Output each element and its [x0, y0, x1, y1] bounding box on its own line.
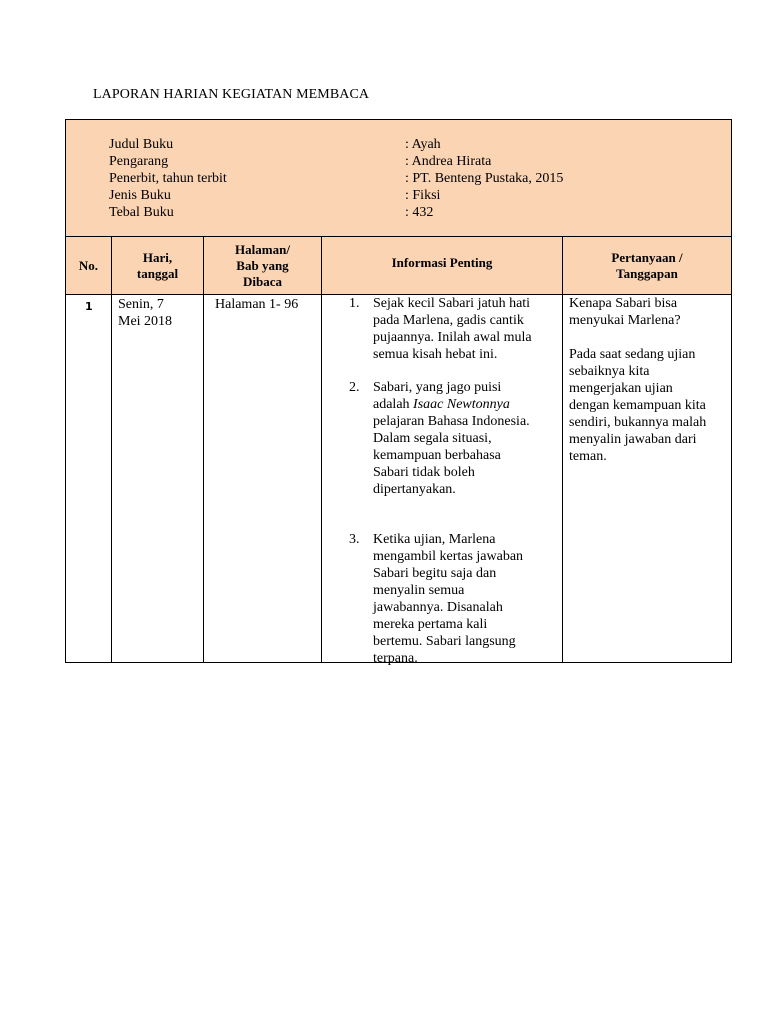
text-line: dengan kemampuan kita — [569, 398, 706, 413]
date-line: Mei 2018 — [118, 314, 173, 329]
text-line: menyalin semua — [373, 583, 465, 598]
text-line: jawabannya. Disanalah — [373, 600, 503, 615]
text-line: sendiri, bukannya malah — [569, 415, 707, 430]
text-line: terpana. — [373, 651, 418, 666]
text-line: mereka pertama kali — [373, 617, 488, 632]
text-line: Sabari tidak boleh — [373, 465, 475, 480]
list-number: 3. — [349, 532, 360, 547]
text-line: pada Marlena, gadis cantik — [373, 313, 524, 328]
header-informasi: Informasi Penting — [391, 254, 493, 270]
column-divider — [321, 237, 322, 662]
info-label: Tebal Buku — [109, 205, 174, 220]
text-line: mengerjakan ujian — [569, 381, 673, 396]
date-line: Senin, 7 — [118, 297, 164, 312]
header-line: Pertanyaan / — [611, 249, 683, 265]
list-text — [373, 379, 563, 498]
header-line: Dibaca — [243, 273, 282, 289]
row-pages-read: Halaman 1- 96 — [215, 297, 299, 312]
question-paragraph — [569, 295, 729, 329]
list-text — [373, 531, 563, 667]
response-paragraph — [569, 346, 729, 465]
text-line: menyukai Marlena? — [569, 313, 681, 328]
row-date — [118, 296, 172, 330]
report-table — [65, 119, 732, 666]
row-number: 1 — [85, 300, 93, 313]
list-text — [373, 295, 563, 363]
info-value: : Andrea Hirata — [405, 154, 492, 169]
text-line: semua kisah hebat ini. — [373, 347, 498, 362]
text-line: Kenapa Sabari bisa — [569, 296, 678, 311]
header-hari — [112, 237, 203, 294]
info-label: Pengarang — [109, 154, 169, 169]
text-line: pelajaran Bahasa Indonesia. — [373, 414, 530, 429]
info-label: Penerbit, tahun terbit — [109, 171, 227, 186]
text-line: Pada saat sedang ujian — [569, 347, 696, 362]
info-value: : PT. Benteng Pustaka, 2015 — [405, 171, 564, 186]
list-number: 1. — [349, 296, 360, 311]
response-cell — [569, 295, 729, 465]
header-line: Hari, — [142, 249, 173, 265]
info-value: : 432 — [405, 205, 434, 220]
column-divider — [203, 237, 204, 662]
text-line: sebaiknya kita — [569, 364, 650, 379]
header-no: No. — [78, 257, 99, 273]
header-line: Bab yang — [236, 257, 289, 273]
header-line: tanggal — [136, 265, 179, 281]
info-value: : Fiksi — [405, 188, 441, 203]
text-line — [373, 396, 563, 413]
text-line: Sejak kecil Sabari jatuh hati — [373, 296, 531, 311]
header-pertanyaan — [563, 237, 731, 294]
text-line: Sabari begitu saja dan — [373, 566, 497, 581]
text-line: pujaannya. Inilah awal mula — [373, 330, 532, 345]
header-halaman — [204, 237, 321, 294]
list-number: 2. — [349, 380, 360, 395]
text-segment: adalah — [373, 397, 414, 412]
text-line: teman. — [569, 449, 607, 464]
text-line: Ketika ujian, Marlena — [373, 532, 496, 547]
table-header — [66, 237, 731, 295]
document-title: LAPORAN HARIAN KEGIATAN MEMBACA — [93, 87, 370, 102]
book-info-section — [66, 120, 731, 237]
italic-name: Isaac Newtonnya — [413, 397, 510, 412]
text-line: menyalin jawaban dari — [569, 432, 697, 447]
header-line: Tanggapan — [616, 265, 678, 281]
text-line: Sabari, yang jago puisi — [373, 380, 502, 395]
info-label: Jenis Buku — [109, 188, 171, 203]
info-value: : Ayah — [405, 137, 441, 152]
header-line: Halaman/ — [235, 241, 290, 257]
column-divider — [111, 237, 112, 662]
text-line: bertemu. Sabari langsung — [373, 634, 516, 649]
text-line: Dalam segala situasi, — [373, 431, 492, 446]
text-line: kemampuan berbahasa — [373, 448, 501, 463]
text-line: dipertanyakan. — [373, 482, 456, 497]
text-line: mengambil kertas jawaban — [373, 549, 524, 564]
info-label: Judul Buku — [109, 137, 174, 152]
